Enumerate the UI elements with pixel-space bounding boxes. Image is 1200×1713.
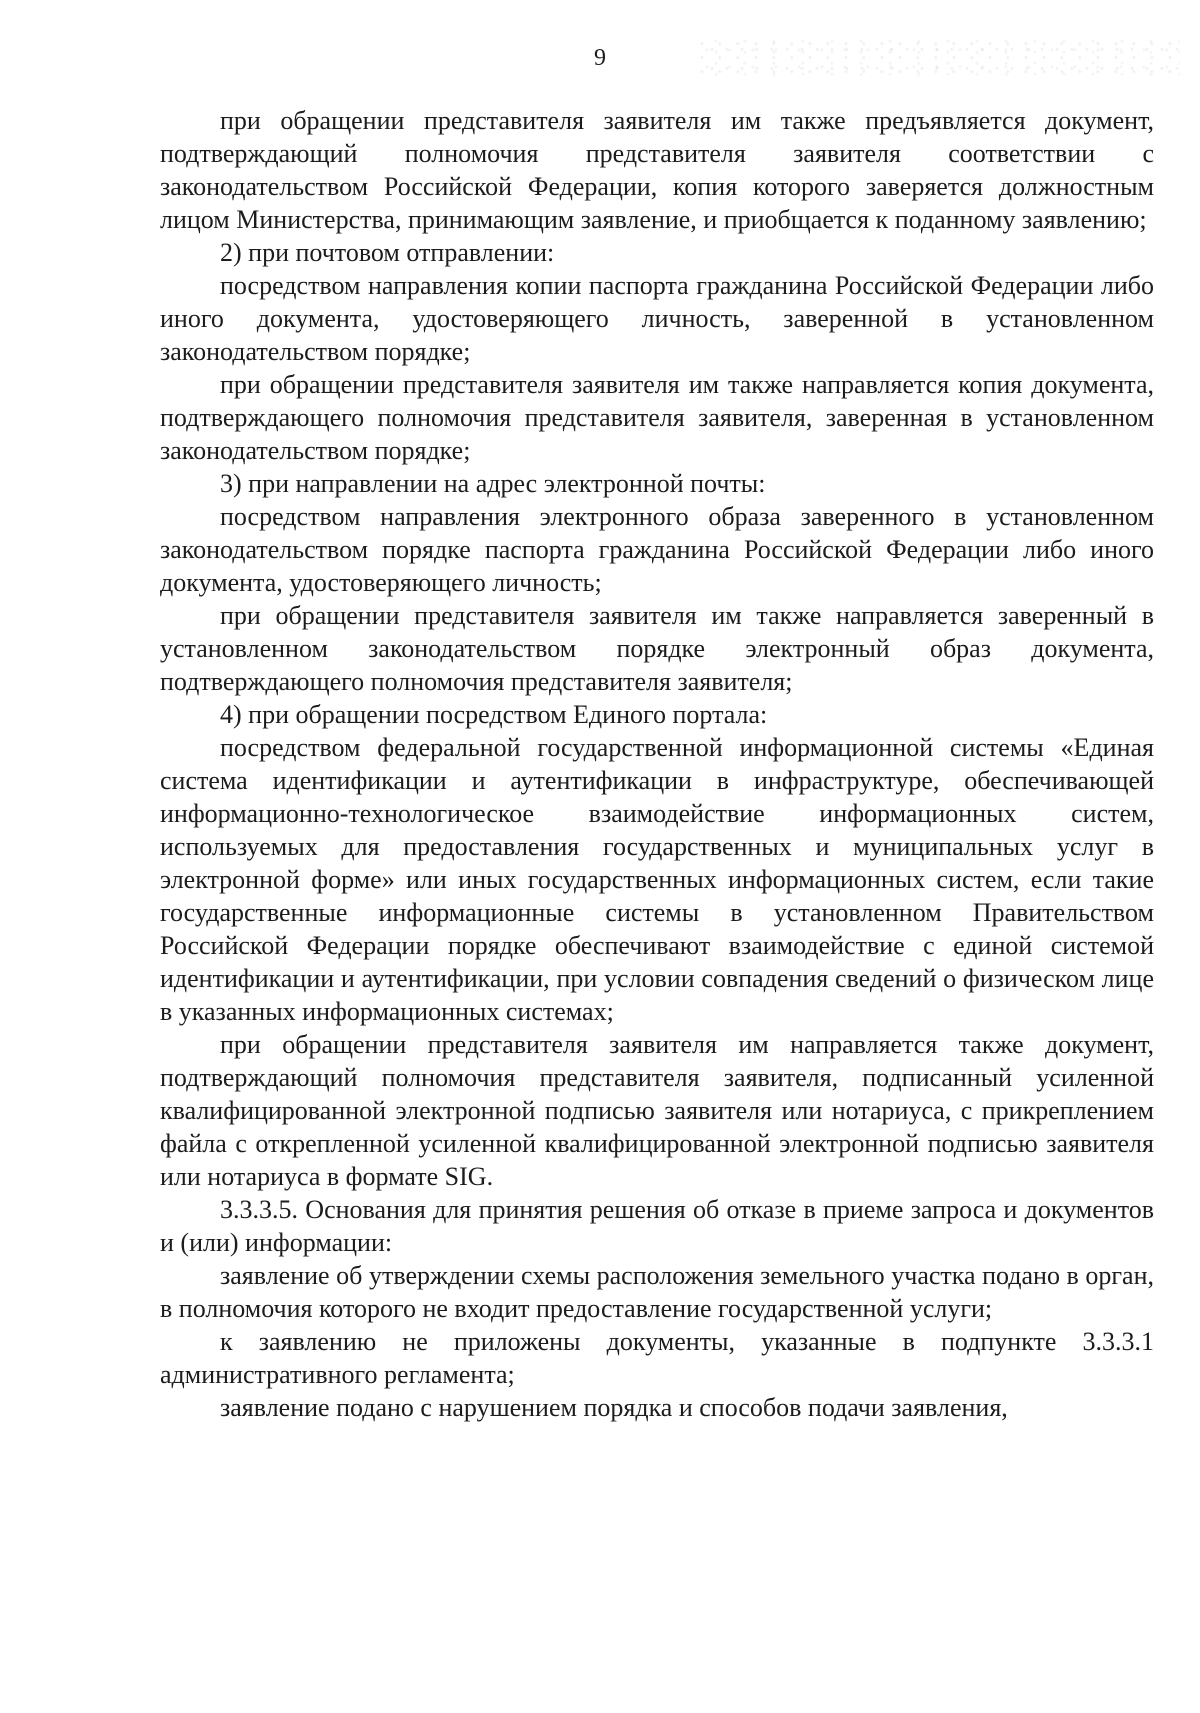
document-body — [160, 104, 1154, 1424]
paragraph: посредством федеральной государственной информационной системы «Единая система идентификации и аутентификации в инфраструктуре, обеспечивающей информационно-технологическое взаимодействие информационных систем, используемых для предоставления государственных и муниципальных услуг в электронной форме» или иных государственных информационных систем, если такие государственные информационные системы в установленном Правительством Российской Федерации порядке обеспечивают взаимодействие с единой системой идентификации и аутентификации, при условии совпадения сведений о физическом лице в указанных информационных системах; — [160, 733, 1154, 1026]
paragraph: 3.3.3.5. Основания для принятия решения об отказе в приеме запроса и документов и (или) информации: — [160, 1195, 1154, 1257]
paragraph: 2) при почтовом отправлении: — [220, 238, 555, 267]
paragraph: при обращении представителя заявителя им также направляется копия документа, подтверждающего полномочия представителя заявителя, заверенная в установленном законодательством порядке; — [160, 370, 1154, 465]
paragraph: заявление подано с нарушением порядка и способов подачи заявления, — [220, 1393, 1008, 1422]
paragraph: посредством направления электронного образа заверенного в установленном законодательством порядке паспорта гражданина Российской Федерации либо иного документа, удостоверяющего личность; — [160, 502, 1154, 597]
paragraph: 4) при обращении посредством Единого портала: — [220, 700, 768, 729]
paragraph: при обращении представителя заявителя им направляется также документ, подтверждающий полномочия представителя заявителя, подписанный усиленной квалифицированной электронной подписью заявителя или нотариуса, с прикреплением файла с открепленной усиленной квалифицированной электронной подписью заявителя или нотариуса в формате SIG. — [160, 1030, 1154, 1191]
paragraph: при обращении представителя заявителя им также направляется заверенный в установленном законодательством порядке электронный образ документа, подтверждающего полномочия представителя заявителя; — [160, 601, 1154, 696]
page-number: 9 — [594, 45, 606, 71]
paragraph: к заявлению не приложены документы, указанные в подпункте 3.3.3.1 административного регламента; — [160, 1327, 1154, 1389]
paragraph: заявление об утверждении схемы расположения земельного участка подано в орган, в полномочия которого не входит предоставление государственной услуги; — [160, 1261, 1154, 1323]
paragraph: при обращении представителя заявителя им также предъявляется документ, подтверждающий полномочия представителя заявителя соответствии с законодательством Российской Федерации, копия которого заверяется должностным лицом Министерства, принимающим заявление, и приобщается к поданному заявлению; — [160, 106, 1154, 234]
paragraph: 3) при направлении на адрес электронной почты: — [220, 469, 766, 498]
paragraph: посредством направления копии паспорта гражданина Российской Федерации либо иного документа, удостоверяющего личность, заверенной в установленном законодательством порядке; — [160, 271, 1154, 366]
